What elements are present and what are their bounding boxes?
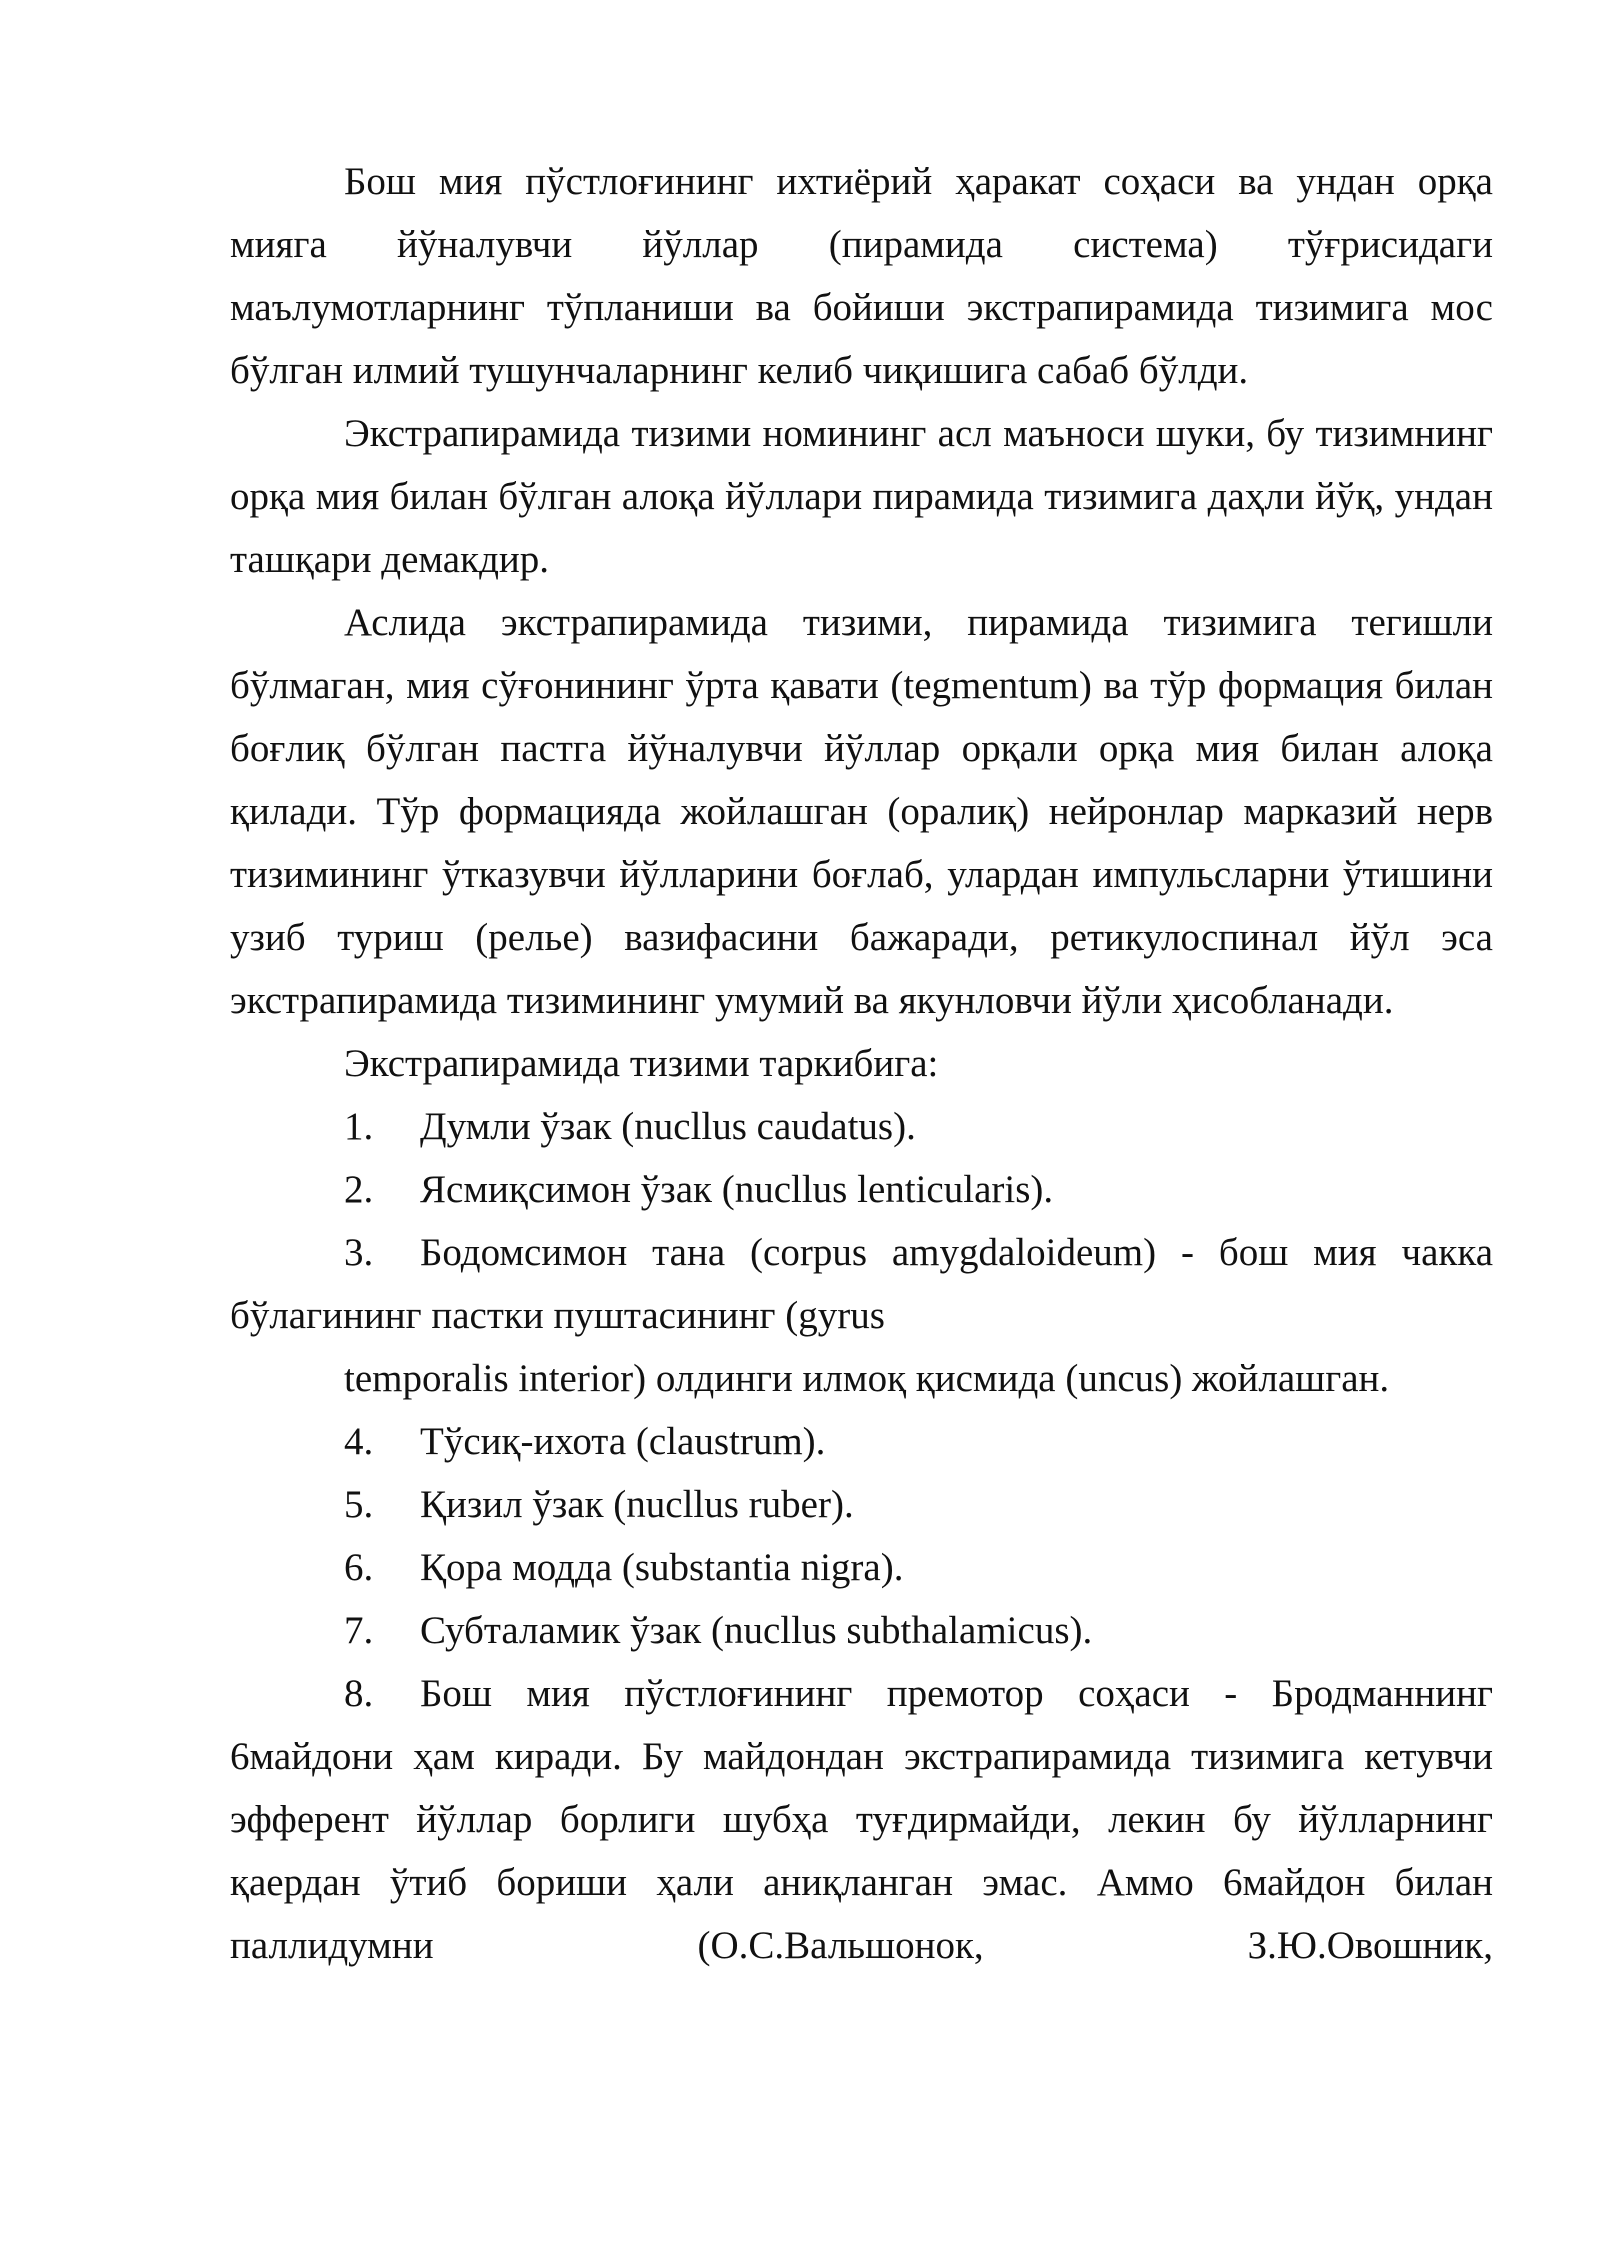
list-item (230, 1410, 1493, 1473)
list-text: Қизил ўзак (nucllus ruber). (420, 1483, 854, 1526)
list-number: 2. (344, 1168, 374, 1211)
list-item (230, 1221, 1493, 1347)
numbered-list (230, 1095, 1493, 1977)
list-item (230, 1473, 1493, 1536)
paragraph-4: Экстрапирамида тизими таркибига: (344, 1042, 939, 1085)
list-item (230, 1158, 1493, 1221)
list-number: 7. (344, 1609, 374, 1652)
list-item-continuation: temporalis interior) олдинги илмоқ қисмида (uncus) жойлашган. (344, 1357, 1390, 1400)
paragraph-3: Аслида экстрапирамида тизими, пирамида тизимига тегишли бўлмаган, мия сўғонининг ўрта қавати (tegmentum) ва тўр формация билан боғлиқ бўлган пастга йўналувчи йўллар орқали орқа мия билан алоқа қилади. Тўр формацияда жойлашган (оралиқ) нейронлар марказий нерв тизимининг ўтказувчи йўлларини боғлаб, улардан импульсларни ўтишини узиб туриш (релье) вазифасини бажаради, ретикулоспинал йўл эса экстрапирамида тизимининг умумий ва якунловчи йўли ҳисобланади. (230, 601, 1493, 1022)
list-item (230, 1662, 1493, 1977)
list-item (230, 1095, 1493, 1158)
list-number: 6. (344, 1546, 374, 1589)
list-item (230, 1599, 1493, 1662)
list-text: Қора модда (substantia nigra). (420, 1546, 904, 1589)
paragraph-2: Экстрапирамида тизими номининг асл маъноси шуки, бу тизимнинг орқа мия билан бўлган алоқа йўллари пирамида тизимига даҳли йўқ, ундан ташқари демакдир. (230, 412, 1493, 581)
list-text: Бош мия пўстлоғининг премотор соҳаси - Бродманнинг 6майдони ҳам киради. Бу майдондан экстрапирамида тизимига кетувчи эфферент йўллар борлиги шубҳа туғдирмайди, лекин бу йўлларнинг қаердан ўтиб бориши ҳали аниқланган эмас. Аммо 6майдон билан паллидумни (О.С.Вальшонок, З.Ю.Овошник, (230, 1672, 1493, 1967)
list-number: 8. (344, 1672, 374, 1715)
list-text: Ясмиқсимон ўзак (nucllus lenticularis). (420, 1168, 1054, 1211)
list-number: 3. (344, 1231, 374, 1274)
list-text: Бодомсимон тана (corpus amygdaloideum) - бош мия чакка бўлагининг пастки пуштасининг (gyrus (230, 1231, 1493, 1337)
list-number: 1. (344, 1105, 374, 1148)
list-text: Думли ўзак (nucllus caudatus). (420, 1105, 916, 1148)
paragraph-1: Бош мия пўстлоғининг ихтиёрий ҳаракат соҳаси ва ундан орқа мияга йўналувчи йўллар (пирамида система) тўғрисидаги маълумотларнинг тўпланиши ва бойиши экстрапирамида тизимига мос бўлган илмий тушунчаларнинг келиб чиқишига сабаб бўлди. (230, 160, 1493, 392)
list-text: Тўсиқ-ихота (claustrum). (420, 1420, 826, 1463)
document-page (230, 150, 1493, 1977)
list-item (230, 1536, 1493, 1599)
list-number: 5. (344, 1483, 374, 1526)
list-text: Субталамик ўзак (nucllus subthalamicus). (420, 1609, 1093, 1652)
list-number: 4. (344, 1420, 374, 1463)
